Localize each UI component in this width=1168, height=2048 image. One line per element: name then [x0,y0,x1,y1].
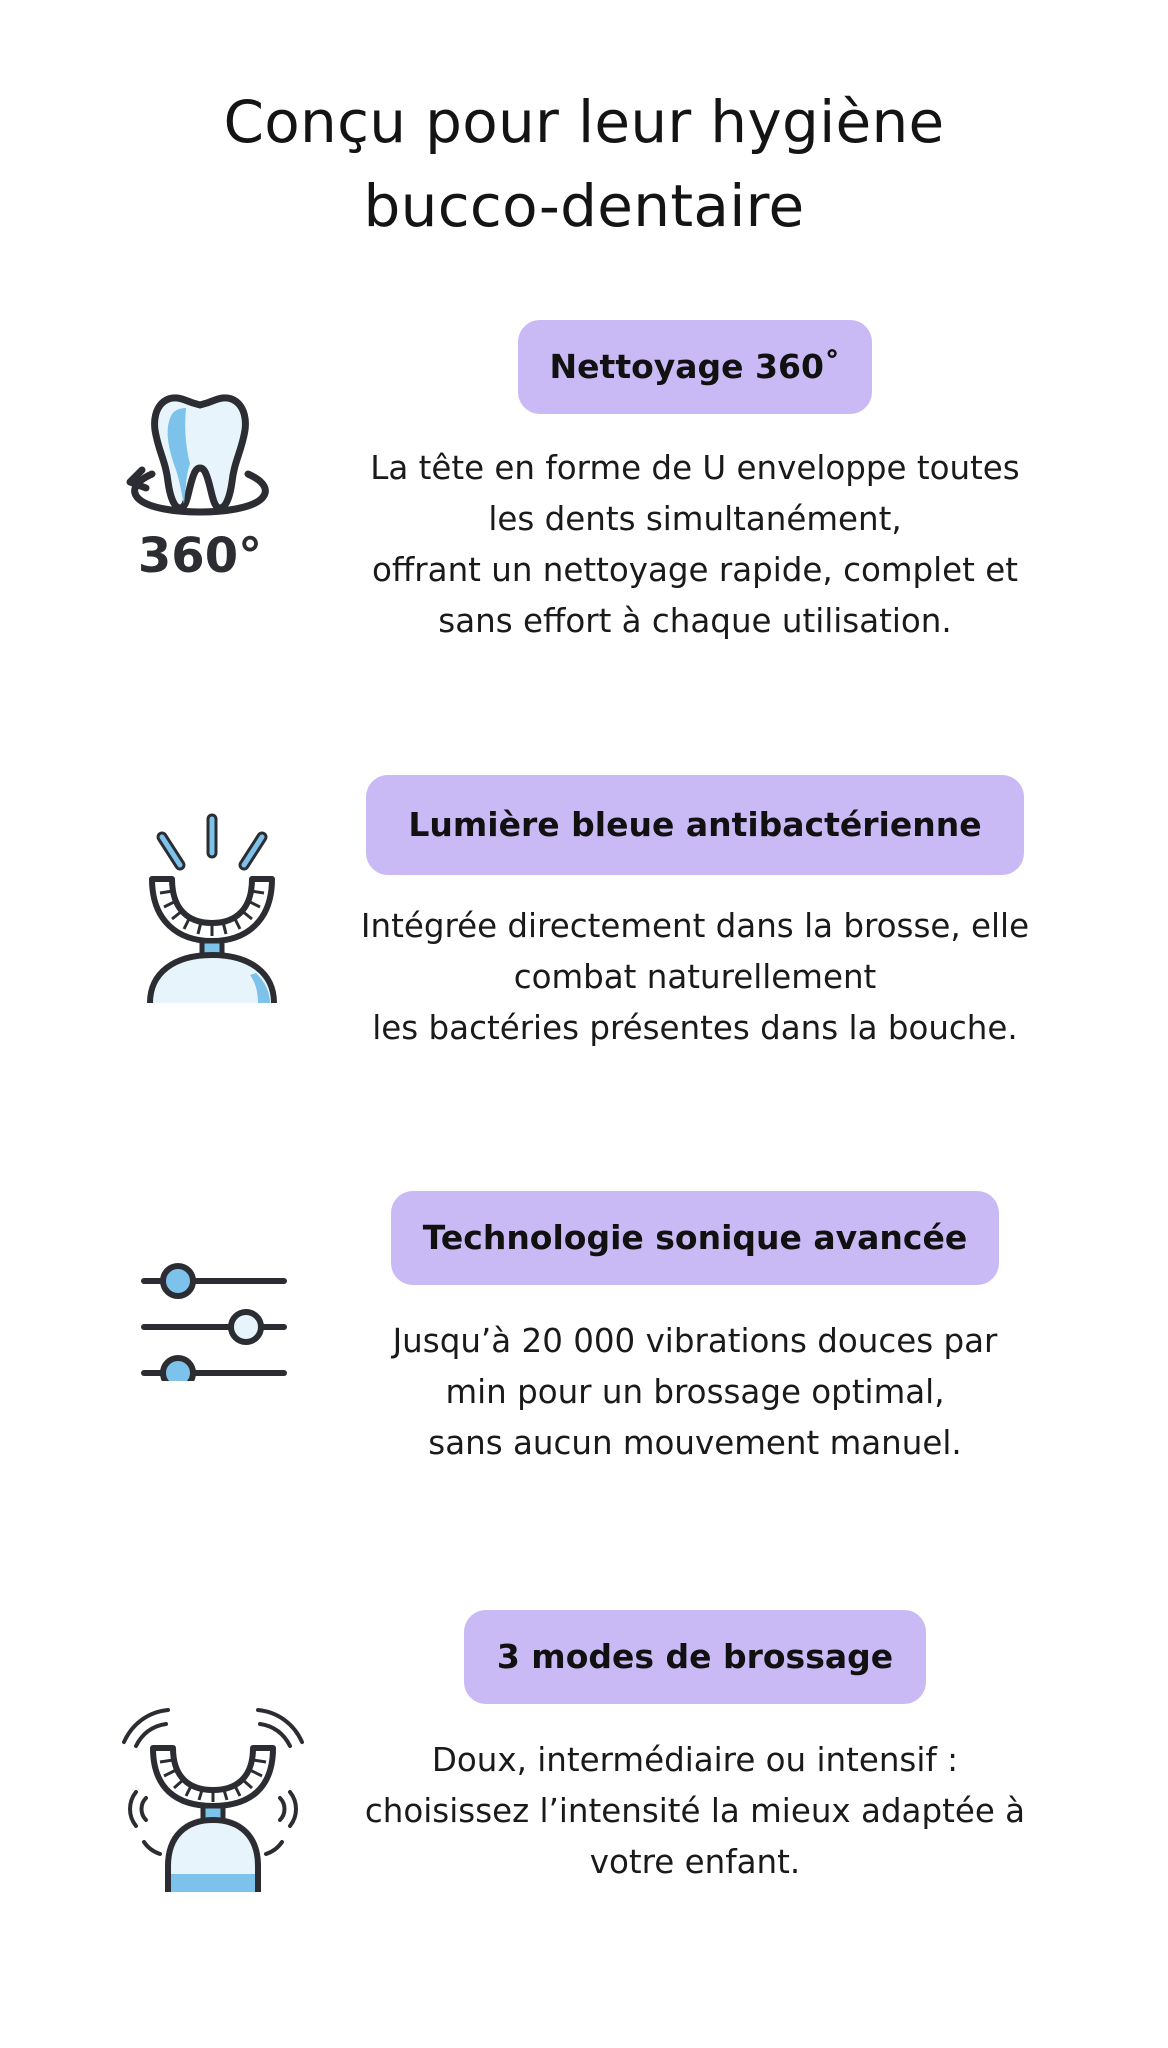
feature-description [310,1316,1080,1469]
description-line: min pour un brossage optimal, [445,1373,945,1411]
feature-title-wrap [310,1610,1080,1704]
description-line: Doux, intermédiaire ou intensif : [431,1741,959,1779]
description-line: offrant un nettoyage rapide, complet et [372,551,1018,589]
page-title-line-1: Conçu pour leur hygiène [223,88,945,156]
feature-title: Nettoyage 360˚ [518,320,873,414]
feature-title-wrap [310,320,1080,414]
description-line: votre enfant. [589,1843,801,1881]
feature-title: Technologie sonique avancée [391,1191,999,1285]
u-brush-vibration-icon [118,1702,308,1892]
feature-description [310,901,1080,1054]
description-line: sans aucun mouvement manuel. [428,1424,962,1462]
tooth-360-icon [120,378,300,578]
feature-title-wrap [310,1191,1080,1285]
description-line: sans effort à chaque utilisation. [438,602,952,640]
feature-description [310,1735,1080,1888]
description-line: les bactéries présentes dans la bouche. [372,1009,1018,1047]
tooth-360-icon-label: 360° [137,528,263,578]
page-title [0,80,1168,248]
description-line: combat naturellement [513,958,877,996]
description-line: les dents simultanément, [488,500,902,538]
description-line: Intégrée directement dans la brosse, elle [360,907,1030,945]
description-line: La tête en forme de U enveloppe toutes [370,449,1020,487]
feature-title: 3 modes de brossage [464,1610,926,1704]
feature-title: Lumière bleue antibactérienne [366,775,1023,875]
description-line: Jusqu’à 20 000 vibrations douces par [392,1322,998,1360]
page-title-line-2: bucco-dentaire [363,172,805,240]
feature-description [310,443,1080,647]
feature-title-wrap [310,775,1080,875]
u-brush-blue-light-icon [140,813,290,1003]
sliders-icon [138,1261,288,1381]
description-line: choisissez l’intensité la mieux adaptée à [364,1792,1026,1830]
